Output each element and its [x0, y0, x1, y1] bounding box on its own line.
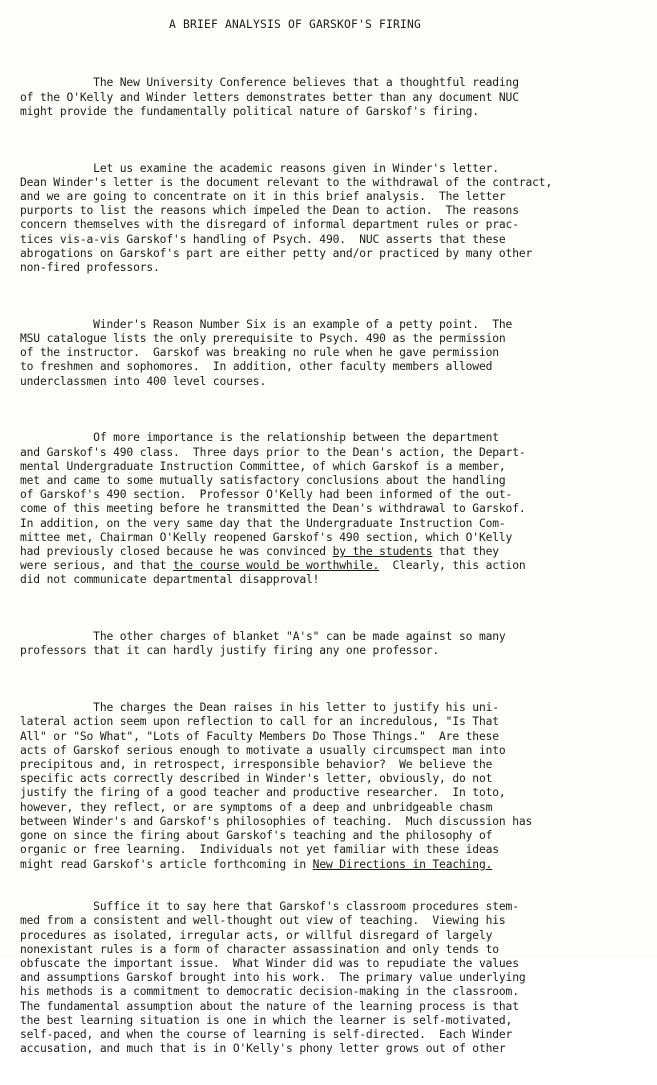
paragraph-text: Of more importance is the relationship between the department and Garskof's 490 class. Three days prior to the Dean's action, the Depart- mental Undergraduate Instruction Committee, of which Garskof is a member, met and came to some mutually satisfactory conclusions about the handling of Garskof's 490 section. Professor O'Kelly had been informed of the out- come of this meeting before he transmitted the Dean's withdrawal to Garskof. In addition, on the very same day that the Undergraduate Instruction Com- mittee met, Chairman O'Kelly reopened Garskof's 490 section, which O'Kelly had previously closed because he was convinced: [20, 431, 526, 559]
paragraph-department-relationship: [20, 431, 640, 587]
underlined-title: New Directions in Teaching.: [312, 857, 493, 871]
paragraph-text: Clearly, this action did not communicate departmental disapproval!: [20, 559, 526, 587]
underlined-text: the course would be worthwhile.: [172, 559, 380, 573]
paragraph-text: that they were serious, and that: [20, 545, 499, 573]
paragraph-blanket-grades: The other charges of blanket "A's" can be made against so many professors that it can hardly justify firing any one professor.: [20, 630, 506, 658]
document-title: A BRIEF ANALYSIS OF GARSKOF'S FIRING: [168, 18, 422, 31]
paragraph-classroom-procedures: Suffice it to say here that Garskof's classroom procedures stem- med from a consistent and well-thought out view of teaching. Viewing his procedures as isolated, irregular acts, or willful disregard of largely nonexistant rules is a form of character assassination and only tends to obfuscate the important issue. What Winder did was to repudiate the values and assumptions Garskof brought into his work. The primary value underlying his methods is a commitment to democratic decision-making in the classroom. The fundamental assumption about the nature of the learning process is that the best learning situation is one in which the learner is self-motivated, self-paced, and when the course of learning is self-directed. Each Winder accusation, and much that is in O'Kelly's phony letter grows out of other: [20, 900, 526, 1056]
paragraph-unilateral-action: [20, 701, 640, 871]
document-body: [20, 48, 640, 1085]
underlined-text: by the students: [332, 545, 433, 559]
paragraph-reason-six: Winder's Reason Number Six is an example of a petty point. The MSU catalogue lists the only prerequisite to Psych. 490 as the permission of the instructor. Garskof was breaking no rule when he gave permission to freshmen and sophomores. In addition, other faculty members allowed underclassmen into 400 level courses.: [20, 317, 513, 388]
paragraph-text: The charges the Dean raises in his letter to justify his uni- lateral action seem upon reflection to call for an incredulous, "Is That All" or "So What", "Lots of Faculty Members Do Those Things." Are these acts of Garskof serious enough to motivate a usually circumspect man into precipitous and, in retrospect, irresponsible behavior? We believe the specific acts correctly described in Winder's letter, obviously, do not justify the firing of a good teacher and productive researcher. In toto, however, they reflect, or are symptoms of a deep and unbridgeable chasm between Winder's and Garskof's philosophies of teaching. Much discussion has gone on since the firing about Garskof's teaching and the philosophy of organic or free learning. Individuals not yet familiar with these ideas might read Garskof's article forthcoming in: [20, 701, 533, 871]
paragraph-academic-reasons: Let us examine the academic reasons given in Winder's letter. Dean Winder's letter is the document relevant to the withdrawal of the contract, and we are going to concentrate on it in this brief analysis. The letter purports to list the reasons which impeled the Dean to action. The reasons concern themselves with the disregard of informal department rules or prac- tices vis-a-vis Garskof's handling of Psych. 490. NUC asserts that these abrogations on Garskof's part are either petty and/or practiced by many other non-fired professors.: [20, 161, 553, 275]
paragraph-intro: The New University Conference believes that a thoughtful reading of the O'Kelly and Winder letters demonstrates better than any document NUC might provide the fundamentally political nature of Garskof's firing.: [20, 76, 519, 118]
